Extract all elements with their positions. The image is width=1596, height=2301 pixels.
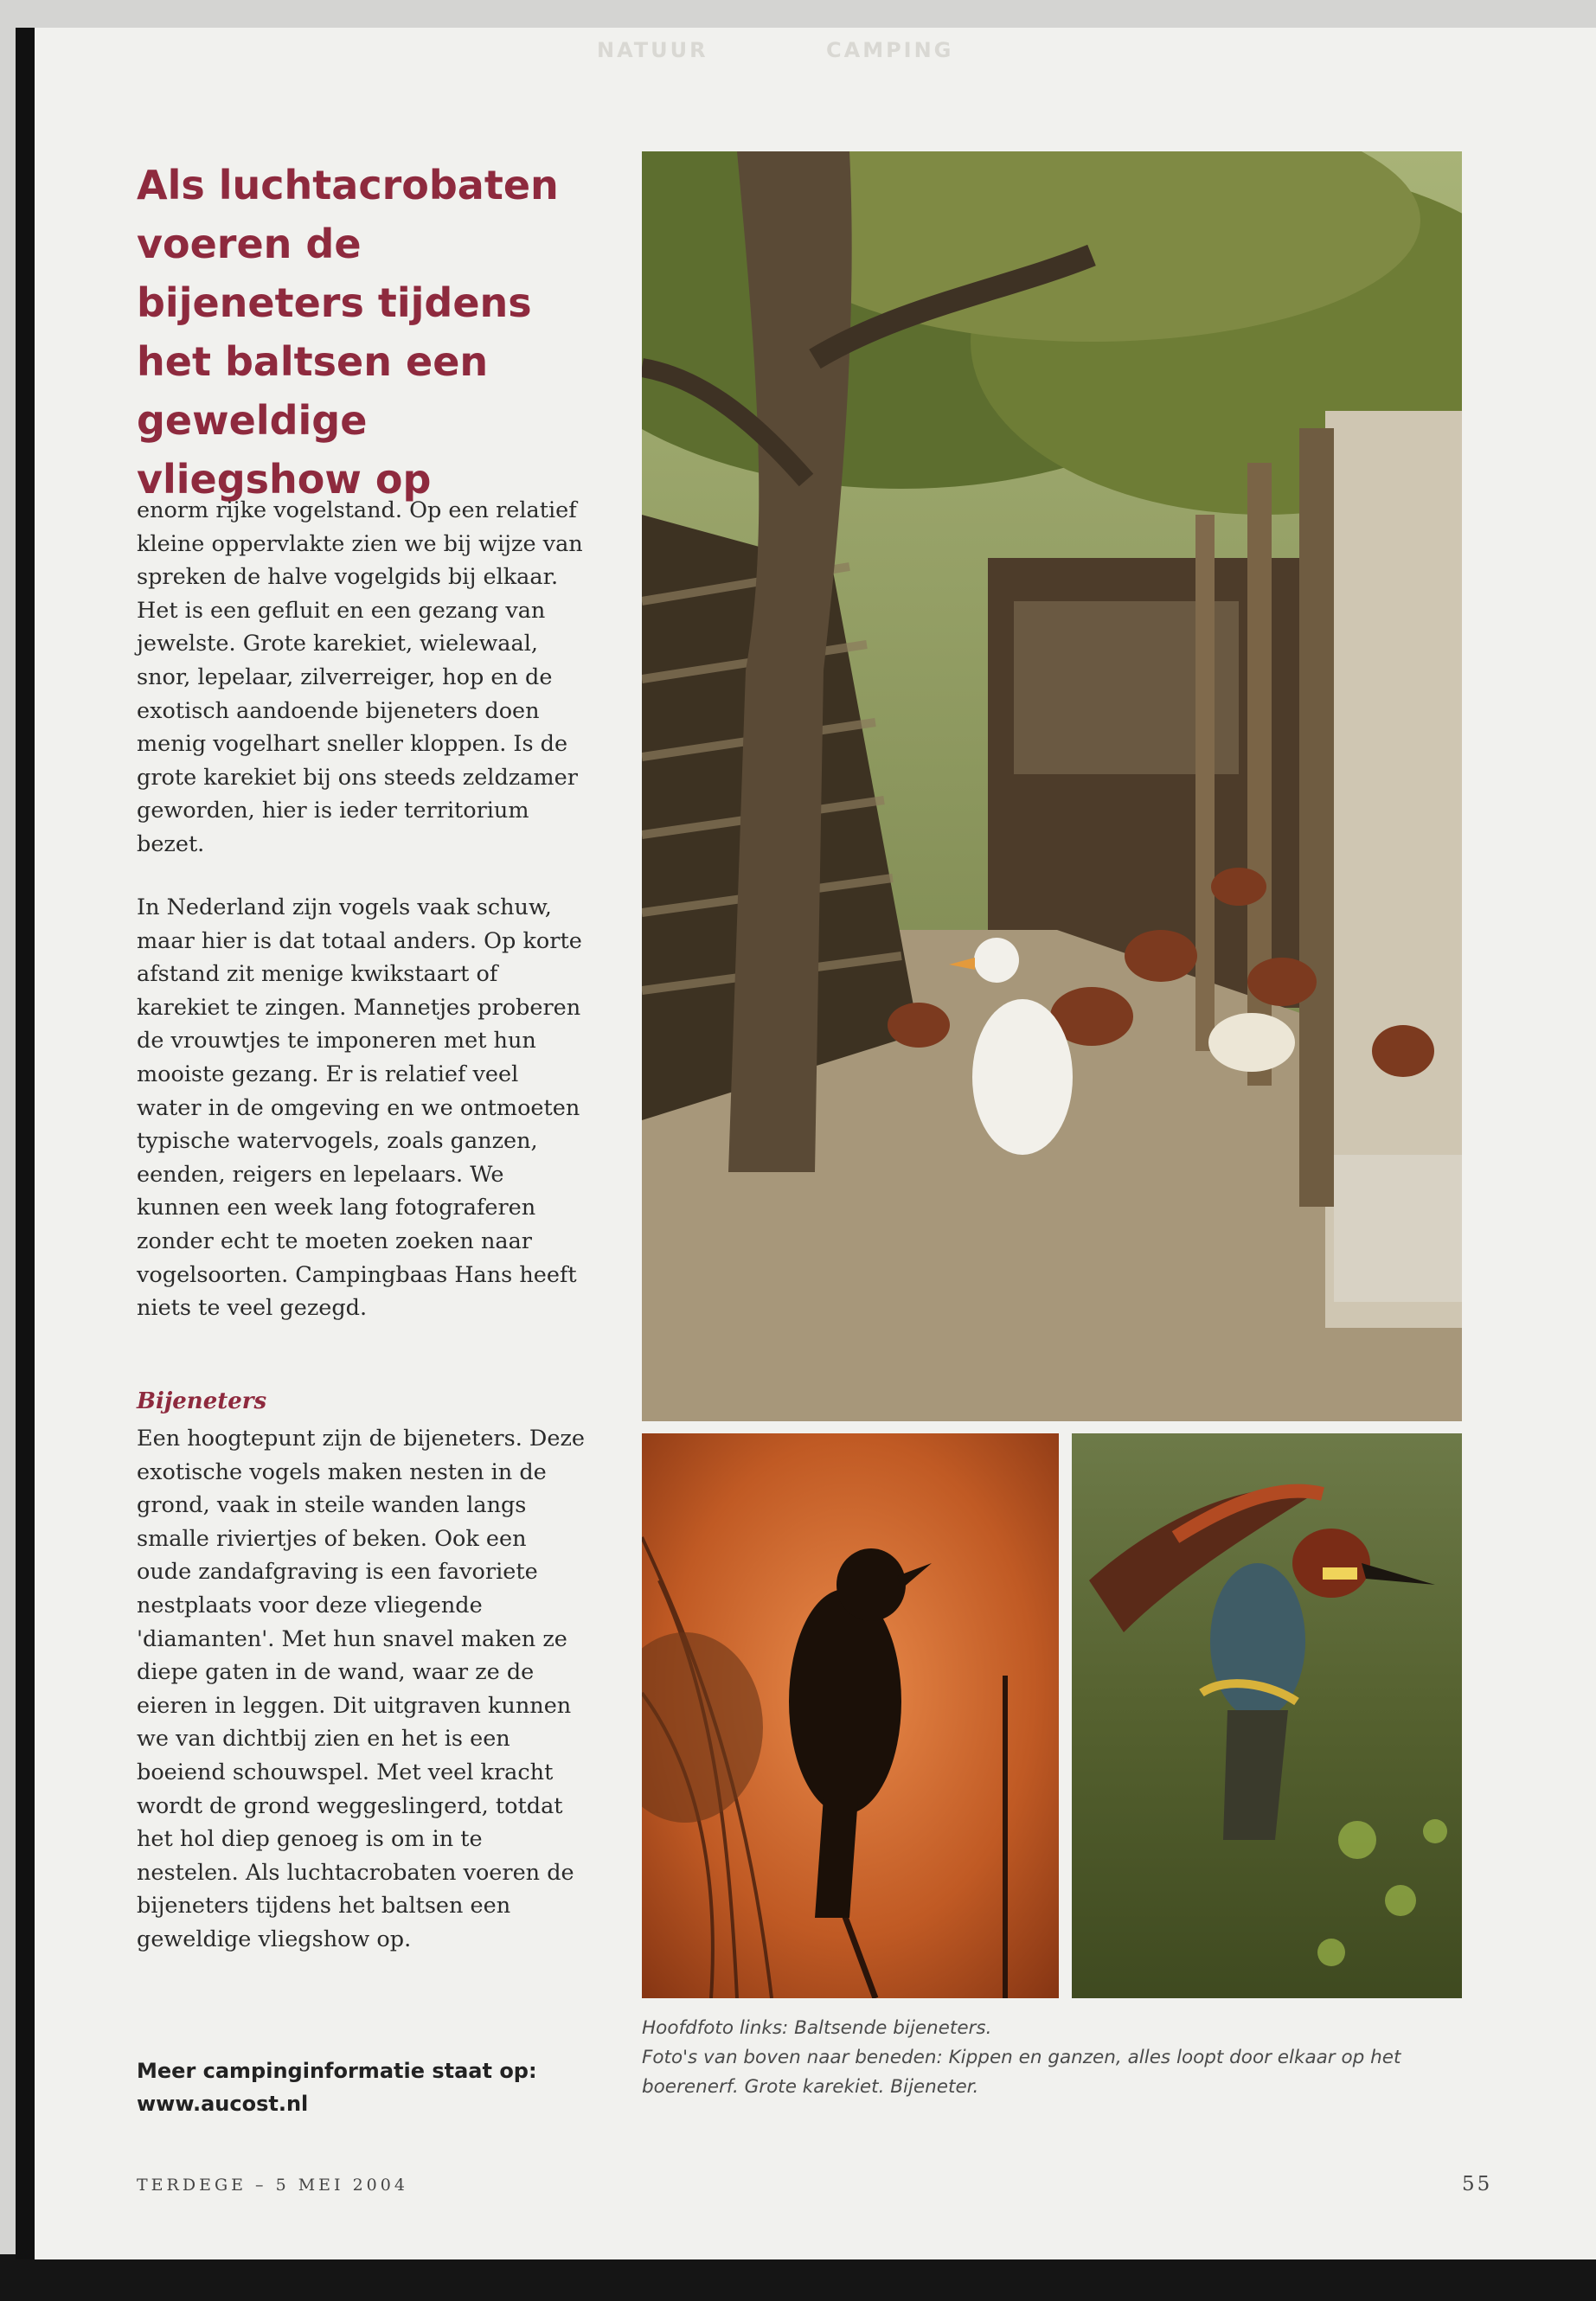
more-info-link[interactable]: www.aucost.nl [137, 2092, 309, 2116]
photo-captions [642, 2014, 1462, 2102]
great-reed-warbler-photo [642, 1433, 1059, 1998]
masthead-ghost-right: CAMPING [826, 38, 954, 62]
more-info-text: Meer campinginformatie staat op: [137, 2059, 537, 2083]
article-headline: Als luchtacrobaten voeren de bijeneters tijdens het baltsen een geweldige vliegshow op [137, 162, 559, 503]
farmyard-illustration [642, 151, 1462, 1421]
caption-sequence: Foto's van boven naar beneden: Kippen en ganzen, alles loopt door elkaar op het boerenerf. Grote karekiet. Bijeneter. [642, 2047, 1401, 2098]
bee-eater-photo [1072, 1433, 1462, 1998]
article-paragraph-2: In Nederland zijn vogels vaak schuw, maar hier is dat totaal anders. Op korte afstand zit menige kwikstaart of karekiet te zingen. Mannetjes proberen de vrouwtjes te imponeren met hun mooiste gezang. Er is relatief veel water in de omgeving en we ontmoeten typische watervogels, zoals ganzen, eenden, reigers en lepelaars. We kunnen een week lang fotograferen zonder echt te moeten zoeken naar vogelsoorten. Campingbaas Hans heeft niets te veel gezegd. [137, 894, 582, 1322]
warbler-illustration [642, 1433, 1059, 1998]
article-subheading: Bijeneters [137, 1388, 267, 1414]
publication-footer: TERDEGE – 5 MEI 2004 [137, 2176, 408, 2195]
more-info-block [137, 2054, 586, 2120]
article-paragraph-1: enorm rijke vogelstand. Op een relatief kleine oppervlakte zien we bij wijze van spreken de halve vogelgids bij elkaar. Het is een gefluit en een gezang van jewelste. Grote karekiet, wielewaal, snor, lepelaar, zilverreiger, hop en de exotisch aandoende bijeneters doen menig vogelhart sneller kloppen. Is de grote karekiet bij ons steeds zeldzamer geworden, hier is ieder territorium bezet. [137, 497, 583, 857]
farmyard-photo [642, 151, 1462, 1421]
masthead-ghost-left: NATUUR [597, 38, 708, 62]
page-number: 55 [1462, 2173, 1493, 2195]
bee-eater-illustration [1072, 1433, 1462, 1998]
scan-bottom-edge [0, 2254, 1596, 2301]
caption-main-photo: Hoofdfoto links: Baltsende bijeneters. [642, 2017, 992, 2039]
article-paragraph-3: Een hoogtepunt zijn de bijeneters. Deze exotische vogels maken nesten in de grond, vaak in steile wanden langs smalle riviertjes of beken. Ook een oude zandafgraving is een favoriete nestplaats voor deze vliegende 'diamanten'. Met hun snavel maken ze diepe gaten in de wand, waar ze de eieren in leggen. Dit uitgraven kunnen we van dichtbij zien en het is een boeiend schouwspel. Met veel kracht wordt de grond weggeslingerd, totdat het hol diep genoeg is om in te nestelen. Als luchtacrobaten voeren de bijeneters tijdens het baltsen een geweldige vliegshow op. [137, 1426, 585, 1952]
